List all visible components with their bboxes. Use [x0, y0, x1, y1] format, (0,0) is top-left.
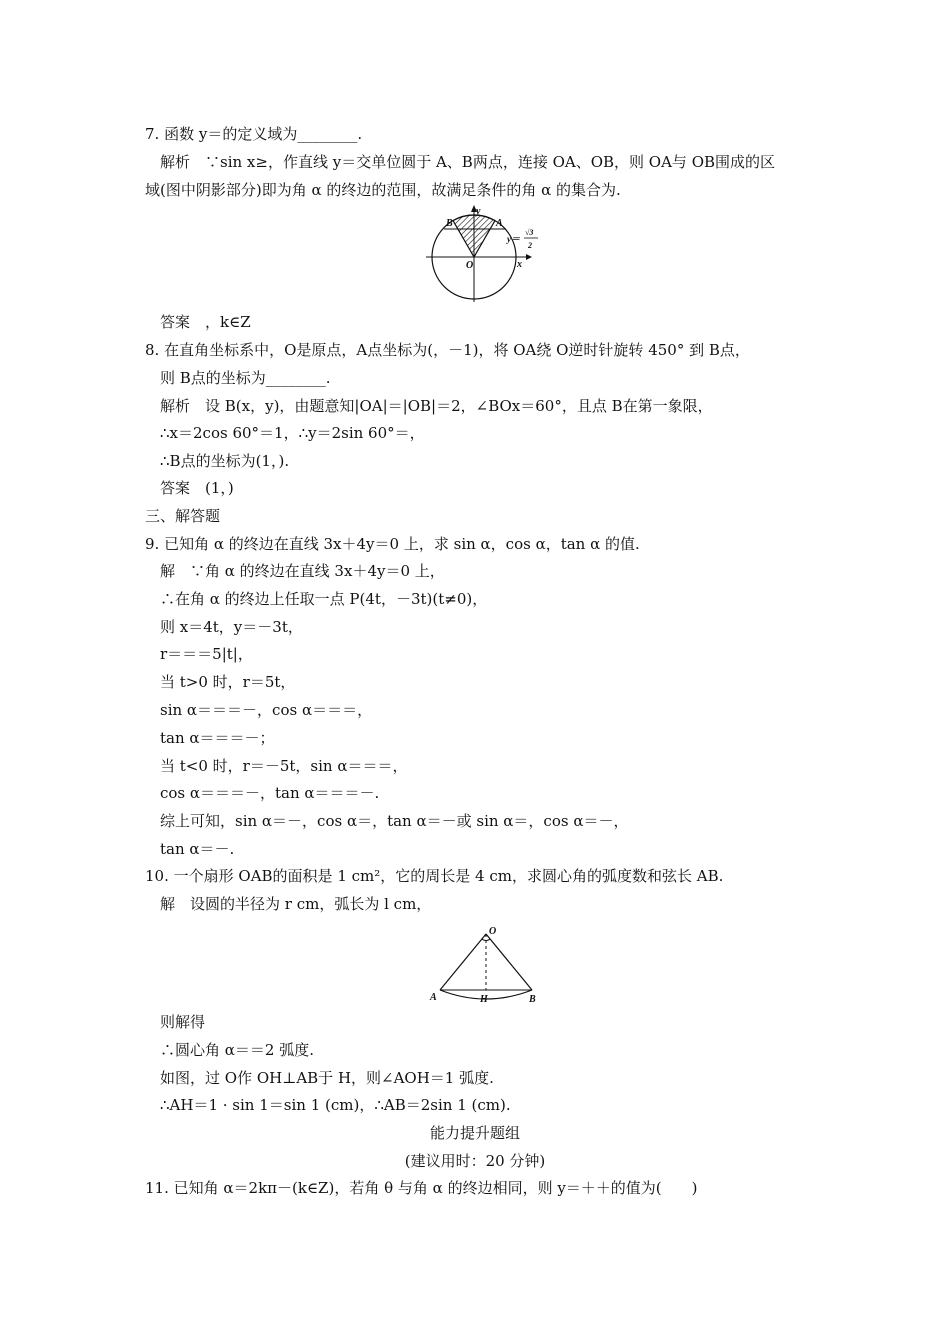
y-axis-label: y — [476, 206, 481, 217]
q9-solution-line-1: 解 ∵角 α 的终边在直线 3x＋4y＝0 上， — [160, 562, 445, 580]
group-title: 能力提升题组 — [429, 1124, 520, 1142]
section-heading: 三、解答题 — [145, 507, 221, 525]
radius-oa — [440, 934, 486, 990]
q9-solution-line-9: cos α＝＝＝－，tan α＝＝＝－. — [160, 784, 380, 802]
q10-solution-line-5: ∴AH＝1 · sin 1＝sin 1 (cm)，∴AB＝2sin 1 (cm). — [160, 1096, 511, 1114]
q8-answer: 答案 (1，) — [160, 479, 234, 497]
point-b-label: B — [529, 994, 536, 1005]
unit-circle-figure — [422, 200, 542, 304]
q9-solution-line-4: r＝＝＝5|t|， — [160, 645, 253, 663]
q9-solution-line-10: 综上可知，sin α＝－，cos α＝，tan α＝－或 sin α＝，cos α＝－， — [160, 812, 629, 830]
q9-solution-line-5: 当 t>0 时，r＝5t， — [160, 673, 296, 691]
shaded-sector — [453, 215, 495, 257]
q9-solution-line-11: tan α＝－. — [160, 840, 235, 858]
line-equation-denominator: 2 — [528, 241, 532, 250]
question-9: 9. 已知角 α 的终边在直线 3x＋4y＝0 上，求 sin α，cos α，tan α 的值. — [145, 535, 640, 553]
point-b-label: B — [446, 218, 453, 229]
x-axis-label: x — [517, 259, 522, 270]
q9-solution-line-2: ∴在角 α 的终边上任取一点 P(4t，－3t)(t≠0)， — [160, 590, 488, 608]
group-subtitle: (建议用时：20 分钟) — [404, 1152, 546, 1170]
q9-solution-line-3: 则 x＝4t，y＝－3t， — [160, 618, 303, 636]
q9-solution-line-7: tan α＝＝＝－； — [160, 729, 275, 747]
q9-solution-line-6: sin α＝＝＝－，cos α＝＝＝， — [160, 701, 373, 719]
question-11: 11. 已知角 α＝2kπ－(k∈Z)，若角 θ 与角 α 的终边相同，则 y＝＋＋的值为( ) — [145, 1179, 698, 1197]
question-8-continued: 则 B点的坐标为________. — [160, 369, 331, 387]
q8-analysis-line-1: 解析 设 B(x，y)，由题意知|OA|＝|OB|＝2，∠BOx＝60°，且点 B在第一象限， — [160, 397, 713, 415]
sector-figure — [424, 922, 544, 1006]
q7-answer: 答案 ，k∈Z — [160, 313, 251, 331]
question-10: 10. 一个扇形 OAB的面积是 1 cm²，它的周长是 4 cm，求圆心角的弧度数和弦长 AB. — [145, 867, 724, 885]
q7-analysis-line-2: 域(图中阴影部分)即为角 α 的终边的范围，故满足条件的角 α 的集合为. — [145, 181, 621, 199]
q10-solution-line-2: 则解得 — [160, 1013, 206, 1031]
q10-solution-line-3: ∴圆心角 α＝＝2 弧度. — [160, 1041, 314, 1059]
q8-analysis-line-2: ∴x＝2cos 60°＝1，∴y＝2sin 60°＝， — [160, 424, 425, 442]
point-h-label: H — [480, 994, 488, 1005]
x-axis-arrow-icon — [526, 254, 532, 260]
q7-analysis-line-1: 解析 ∵sin x≥，作直线 y＝交单位圆于 A、B两点，连接 OA、OB，则 OA与 OB围成的区 — [160, 153, 776, 171]
q8-analysis-line-3: ∴B点的坐标为(1，). — [160, 452, 290, 470]
origin-label: O — [466, 260, 474, 271]
q9-solution-line-8: 当 t<0 时，r＝－5t，sin α＝＝＝， — [160, 757, 408, 775]
line-equation-label: y＝ — [507, 234, 520, 244]
question-8: 8. 在直角坐标系中，O是原点，A点坐标为(，－1)，将 OA绕 O逆时针旋转 450° 到 B点， — [145, 341, 750, 359]
q10-solution-line-4: 如图，过 O作 OH⊥AB于 H，则∠AOH＝1 弧度. — [160, 1069, 494, 1087]
q10-solution-line-1: 解 设圆的半径为 r cm，弧长为 l cm， — [160, 895, 432, 913]
point-o-label: O — [489, 926, 497, 937]
question-7: 7. 函数 y＝的定义域为________. — [145, 125, 363, 143]
radius-ob — [486, 934, 532, 990]
line-equation-numerator: √3 — [525, 228, 534, 237]
point-a-label: A — [496, 218, 503, 229]
point-a-label: A — [430, 992, 437, 1003]
